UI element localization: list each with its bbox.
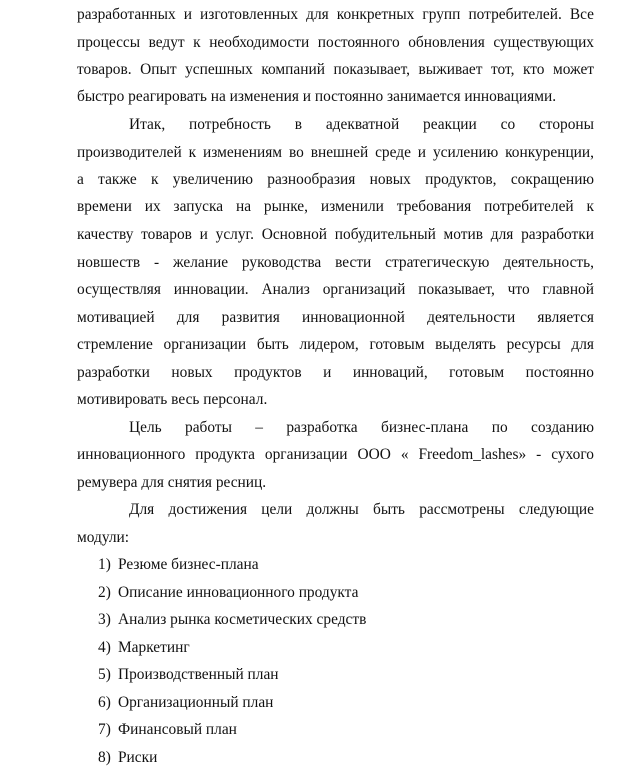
paragraph-line: ремувера для снятия ресниц. <box>77 474 267 491</box>
paragraph-line: мотивацией для развития инновационной деятельности является <box>77 309 594 326</box>
paragraph-line: осуществляя инновации. Анализ организаций показывает, что главной <box>77 281 594 298</box>
list-label: Финансовый план <box>118 721 237 738</box>
list-number: 6) <box>98 694 111 711</box>
list-number: 2) <box>98 584 111 601</box>
paragraph-line: стремление организации быть лидером, готовым выделять ресурсы для <box>77 336 594 353</box>
paragraph-line: товаров. Опыт успешных компаний показывает, выживает тот, кто может <box>77 61 594 78</box>
list-item <box>98 584 358 602</box>
list-number: 7) <box>98 721 111 738</box>
list-item <box>98 694 273 712</box>
list-item <box>98 666 279 684</box>
paragraph-line: разработанных и изготовленных для конкретных групп потребителей. Все <box>77 6 594 23</box>
paragraph-line: производителей к изменениям во внешней среде и усилению конкуренции, <box>77 144 594 161</box>
list-item <box>98 556 259 574</box>
paragraph-line: Цель работы – разработка бизнес-плана по созданию <box>129 419 594 436</box>
paragraph-line: разработки новых продуктов и инноваций, готовым постоянно <box>77 364 594 381</box>
paragraph-line: быстро реагировать на изменения и постоянно занимается инновациями. <box>77 88 557 105</box>
paragraph-line: Итак, потребность в адекватной реакции со стороны <box>129 116 594 133</box>
list-item <box>98 749 157 767</box>
list-item <box>98 721 237 739</box>
paragraph-line: инновационного продукта организации ООО « Freedom_lashes» - сухого <box>77 446 594 463</box>
list-label: Производственный план <box>118 666 279 683</box>
list-item <box>98 639 190 657</box>
list-number: 3) <box>98 611 111 628</box>
list-label: Описание инновационного продукта <box>118 584 359 601</box>
list-number: 8) <box>98 749 111 766</box>
paragraph-line: качеству товаров и услуг. Основной побудительный мотив для разработки <box>77 226 594 243</box>
paragraph-line: Для достижения цели должны быть рассмотрены следующие <box>129 501 594 518</box>
paragraph-line: а также к увеличению разнообразия новых продуктов, сокращению <box>77 171 594 188</box>
paragraph-line: модули: <box>77 529 130 546</box>
paragraph-line: мотивировать весь персонал. <box>77 391 268 408</box>
list-label: Риски <box>118 749 158 766</box>
list-label: Организационный план <box>118 694 274 711</box>
paragraph-line: времени их запуска на рынке, изменили требования потребителей к <box>77 198 594 215</box>
list-label: Маркетинг <box>118 639 190 656</box>
paragraph-line: процессы ведут к необходимости постоянного обновления существующих <box>77 34 594 51</box>
paragraph-line: новшеств - желание руководства вести стратегическую деятельность, <box>77 254 594 271</box>
list-label: Анализ рынка косметических средств <box>118 611 367 628</box>
list-item <box>98 611 366 629</box>
list-number: 4) <box>98 639 111 656</box>
list-label: Резюме бизнес-плана <box>118 556 259 573</box>
list-number: 5) <box>98 666 111 683</box>
list-number: 1) <box>98 556 111 573</box>
